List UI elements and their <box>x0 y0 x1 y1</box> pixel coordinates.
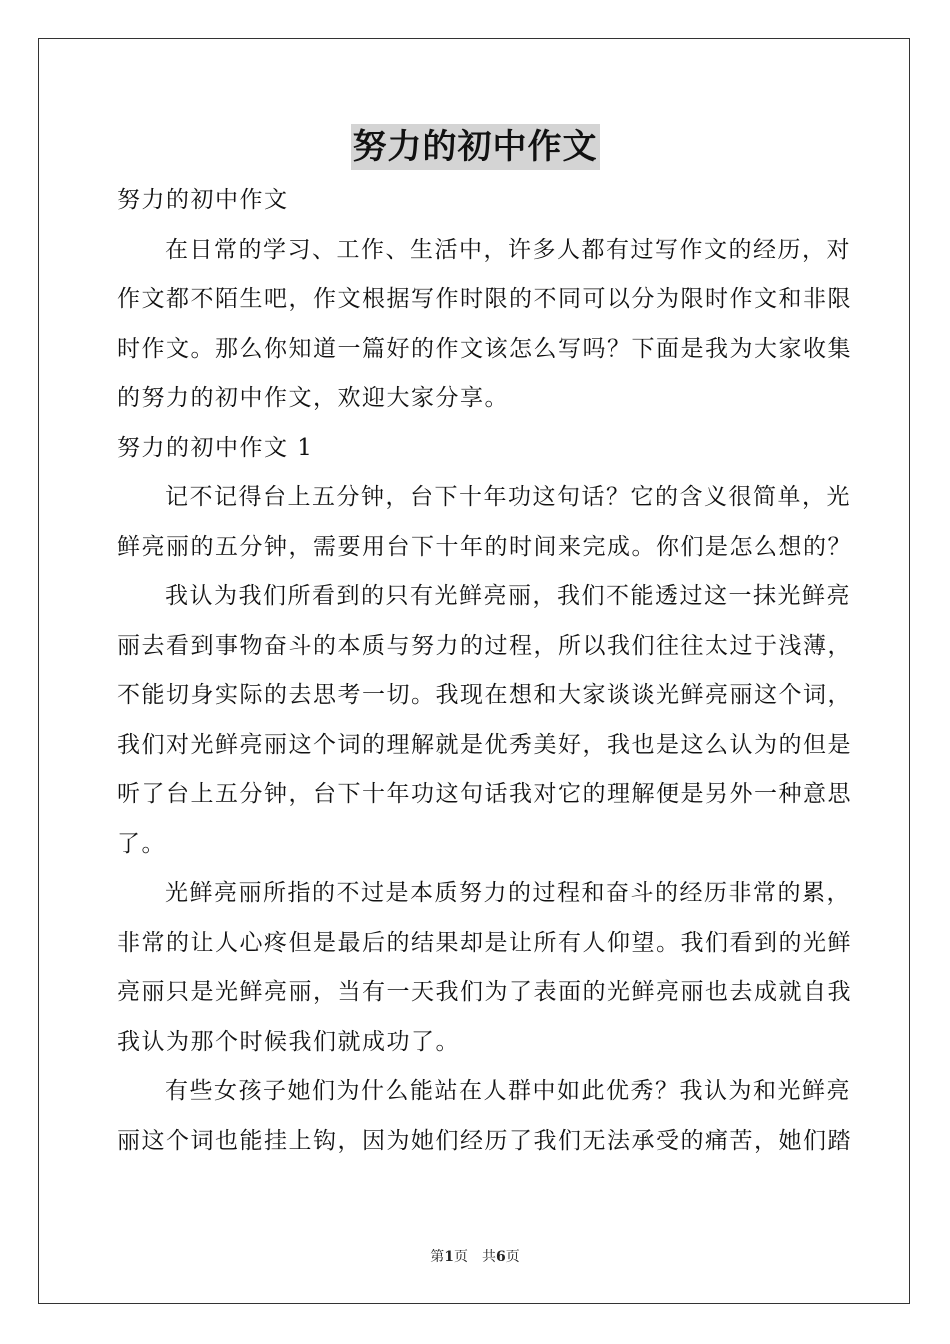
text-line: 不能切身实际的去思考一切。我现在想和大家谈谈光鲜亮丽这个词， <box>117 682 852 708</box>
text-line: 丽去看到事物奋斗的本质与努力的过程，所以我们往往太过于浅薄， <box>117 632 852 659</box>
text-line: 了。 <box>117 830 166 857</box>
text-line: 亮丽只是光鲜亮丽，当有一天我们为了表面的光鲜亮丽也去成就自我 <box>117 979 852 1005</box>
total-prefix: 共 <box>482 1249 496 1265</box>
total-pages: 6 <box>496 1249 506 1265</box>
page-footer <box>0 1246 950 1266</box>
text-line: 努力的初中作文 1 <box>117 434 314 461</box>
text-line: 我认为我们所看到的只有光鲜亮丽，我们不能透过这一抹光鲜亮 <box>165 583 851 609</box>
text-line: 鲜亮丽的五分钟，需要用台下十年的时间来完成。你们是怎么想的？ <box>117 533 852 560</box>
total-suffix: 页 <box>505 1249 520 1265</box>
text-line: 我们对光鲜亮丽这个词的理解就是优秀美好，我也是这么认为的但是 <box>117 731 852 758</box>
title-container <box>0 124 950 170</box>
page-suffix: 页 <box>454 1249 468 1265</box>
text-line: 作文都不陌生吧，作文根据写作时限的不同可以分为限时作文和非限 <box>117 286 852 312</box>
text-line: 有些女孩子她们为什么能站在人群中如此优秀？我认为和光鲜亮 <box>165 1078 851 1104</box>
text-line: 记不记得台上五分钟，台下十年功这句话？它的含义很简单，光 <box>165 484 851 510</box>
text-line: 丽这个词也能挂上钩，因为她们经历了我们无法承受的痛苦，她们踏 <box>117 1127 852 1154</box>
text-line: 在日常的学习、工作、生活中，许多人都有过写作文的经历，对 <box>165 236 851 263</box>
document-body <box>117 176 852 1166</box>
page-number: 1 <box>444 1249 454 1265</box>
page-prefix: 第 <box>430 1249 445 1265</box>
text-line: 听了台上五分钟，台下十年功这句话我对它的理解便是另外一种意思 <box>117 781 852 807</box>
document-title: 努力的初中作文 <box>351 124 600 170</box>
text-line: 的努力的初中作文，欢迎大家分享。 <box>117 385 509 411</box>
text-line: 光鲜亮丽所指的不过是本质努力的过程和奋斗的经历非常的累， <box>165 880 851 906</box>
text-line: 非常的让人心疼但是最后的结果却是让所有人仰望。我们看到的光鲜 <box>117 929 852 956</box>
document-subtitle: 努力的初中作文 <box>117 187 289 213</box>
paragraph-lines <box>117 226 852 1167</box>
text-line: 我认为那个时候我们就成功了。 <box>117 1028 460 1055</box>
text-line: 时作文。那么你知道一篇好的作文该怎么写吗？下面是我为大家收集 <box>117 335 852 362</box>
